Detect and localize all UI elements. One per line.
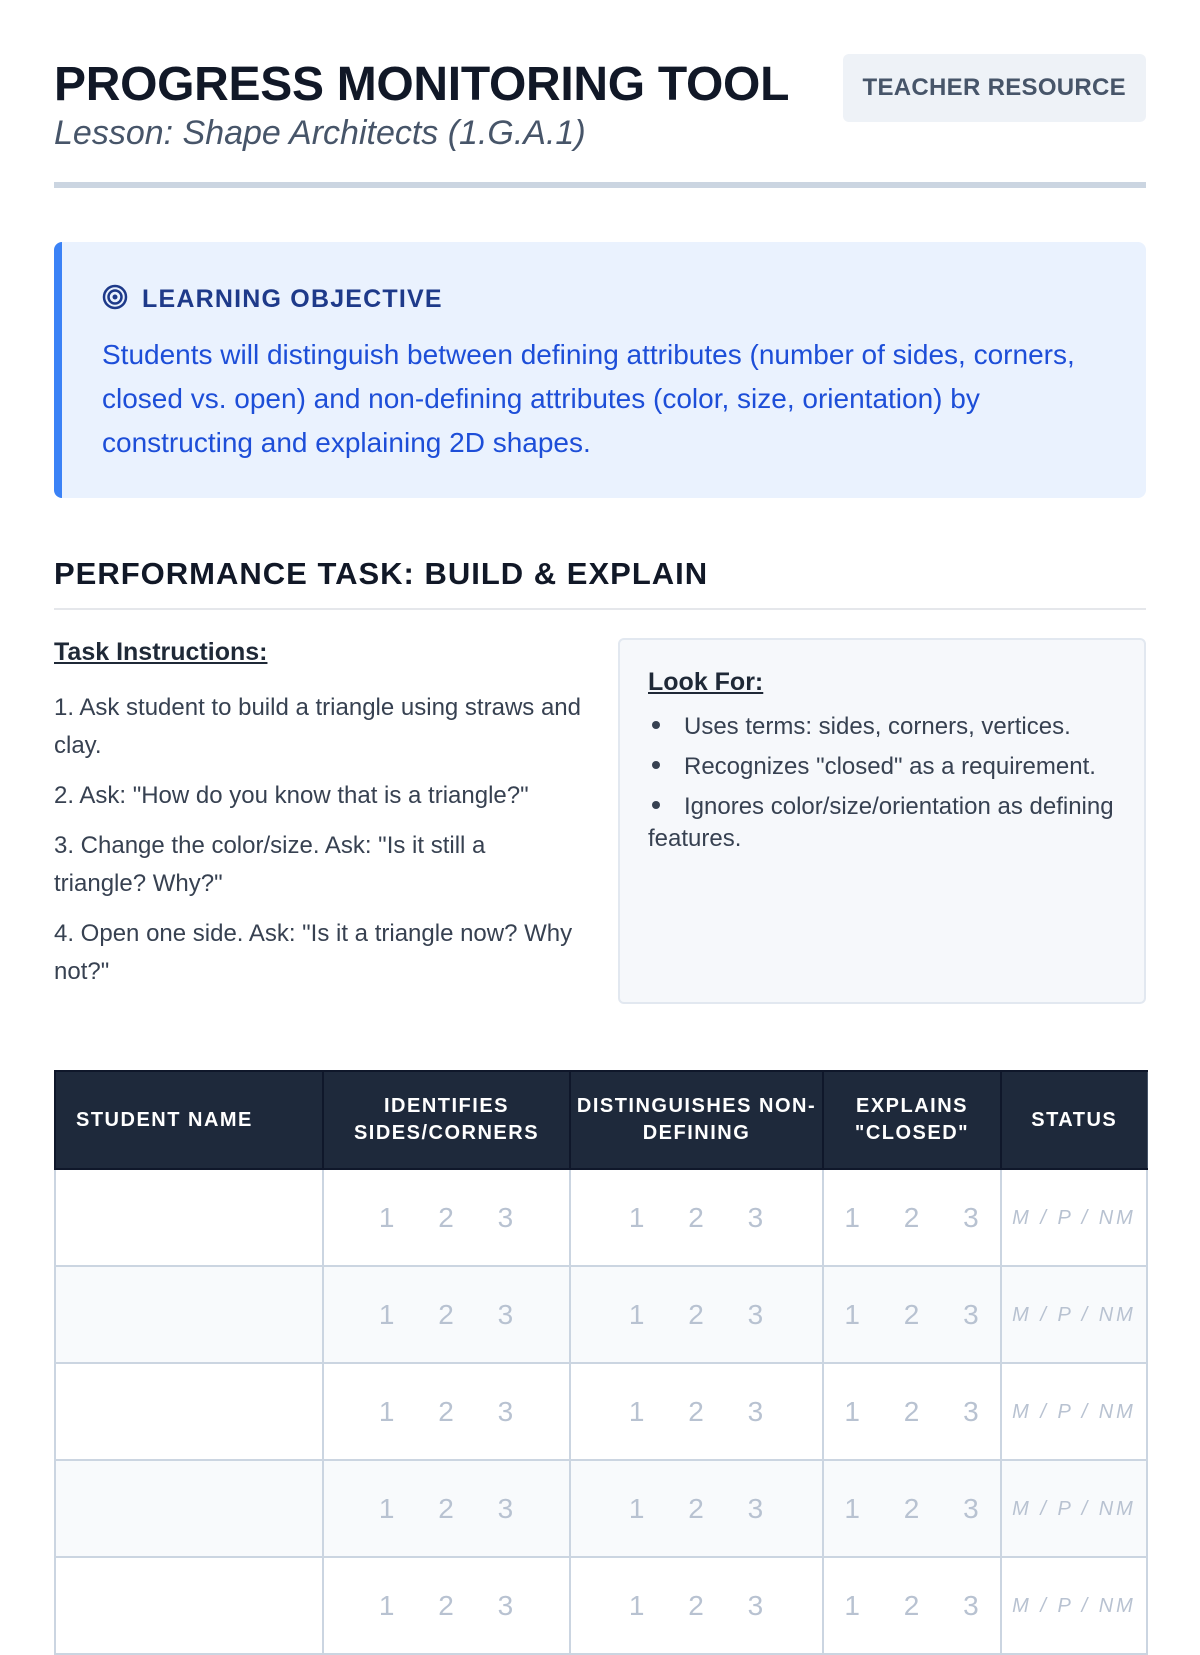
- learning-objective-box: [54, 242, 1146, 498]
- status-cell[interactable]: M / P / NM: [1001, 1460, 1147, 1557]
- col-explains-closed: EXPLAINS "CLOSED": [823, 1071, 1001, 1169]
- table-row: [55, 1169, 1147, 1266]
- progress-table: [54, 1070, 1148, 1655]
- score-cell[interactable]: 1 2 3: [323, 1169, 570, 1266]
- score-cell[interactable]: 1 2 3: [570, 1169, 823, 1266]
- task-section: [54, 638, 1146, 1004]
- objective-text: Students will distinguish between defining attributes (number of sides, corners, closed vs. open) and non-defining attributes (color, size, orientation) by constructing and explaining 2D shapes.: [102, 339, 1075, 458]
- bullet-icon: [652, 721, 660, 729]
- score-cell[interactable]: 1 2 3: [570, 1557, 823, 1654]
- lesson-subtitle: Lesson: Shape Architects (1.G.A.1): [54, 114, 586, 153]
- col-distinguishes-non-defining: DISTINGUISHES NON-DEFINING: [570, 1071, 823, 1169]
- table-header-row: [55, 1071, 1147, 1169]
- score-cell[interactable]: 1 2 3: [323, 1363, 570, 1460]
- objective-label: LEARNING OBJECTIVE: [142, 285, 443, 313]
- score-cell[interactable]: 1 2 3: [323, 1557, 570, 1654]
- status-cell[interactable]: M / P / NM: [1001, 1266, 1147, 1363]
- col-identifies-sides-corners: IDENTIFIES SIDES/CORNERS: [323, 1071, 570, 1169]
- instructions-heading: Task Instructions:: [54, 638, 268, 666]
- student-name-cell[interactable]: [55, 1169, 323, 1266]
- score-cell[interactable]: 1 2 3: [823, 1169, 1001, 1266]
- table-row: [55, 1460, 1147, 1557]
- status-cell[interactable]: M / P / NM: [1001, 1363, 1147, 1460]
- score-cell[interactable]: 1 2 3: [323, 1460, 570, 1557]
- look-for-box: [618, 638, 1146, 1004]
- bullet-icon: [652, 801, 660, 809]
- bullet-icon: [652, 761, 660, 769]
- task-instructions: [54, 638, 584, 1004]
- teacher-resource-badge: TEACHER RESOURCE: [843, 54, 1147, 122]
- look-for-list: [648, 711, 1116, 855]
- student-name-cell[interactable]: [55, 1557, 323, 1654]
- instruction-step: 1. Ask student to build a triangle using straws and clay.: [54, 694, 581, 759]
- score-cell[interactable]: 1 2 3: [570, 1363, 823, 1460]
- look-for-item-text: Recognizes "closed" as a requirement.: [684, 753, 1096, 780]
- look-for-item-text: Uses terms: sides, corners, vertices.: [684, 713, 1071, 740]
- score-cell[interactable]: 1 2 3: [570, 1266, 823, 1363]
- student-name-cell[interactable]: [55, 1460, 323, 1557]
- look-for-heading: Look For:: [648, 668, 764, 696]
- look-for-item: [648, 791, 1116, 855]
- table-row: [55, 1557, 1147, 1654]
- student-name-cell[interactable]: [55, 1363, 323, 1460]
- table-row: [55, 1363, 1147, 1460]
- instruction-step: 2. Ask: "How do you know that is a triangle?": [54, 782, 529, 809]
- title-block: [54, 54, 789, 153]
- score-cell[interactable]: 1 2 3: [823, 1363, 1001, 1460]
- status-cell[interactable]: M / P / NM: [1001, 1557, 1147, 1654]
- col-status: STATUS: [1001, 1071, 1147, 1169]
- score-cell[interactable]: 1 2 3: [823, 1557, 1001, 1654]
- objective-header: [102, 284, 1106, 315]
- look-for-item: [648, 711, 1116, 743]
- look-for-item: [648, 751, 1116, 783]
- look-for-item-text: Ignores color/size/orientation as defining features.: [648, 793, 1114, 852]
- page-title: PROGRESS MONITORING TOOL: [54, 58, 790, 111]
- status-cell[interactable]: M / P / NM: [1001, 1169, 1147, 1266]
- target-icon: [102, 284, 128, 315]
- table-row: [55, 1266, 1147, 1363]
- score-cell[interactable]: 1 2 3: [823, 1460, 1001, 1557]
- student-name-cell[interactable]: [55, 1266, 323, 1363]
- instruction-step: 4. Open one side. Ask: "Is it a triangle now? Why not?": [54, 920, 573, 985]
- score-cell[interactable]: 1 2 3: [323, 1266, 570, 1363]
- section-title: PERFORMANCE TASK: BUILD & EXPLAIN: [54, 556, 1146, 610]
- score-cell[interactable]: 1 2 3: [823, 1266, 1001, 1363]
- score-cell[interactable]: 1 2 3: [570, 1460, 823, 1557]
- instruction-step: 3. Change the color/size. Ask: "Is it still a triangle? Why?": [54, 832, 486, 897]
- col-student-name: STUDENT NAME: [55, 1071, 323, 1169]
- page-header: [54, 54, 1146, 188]
